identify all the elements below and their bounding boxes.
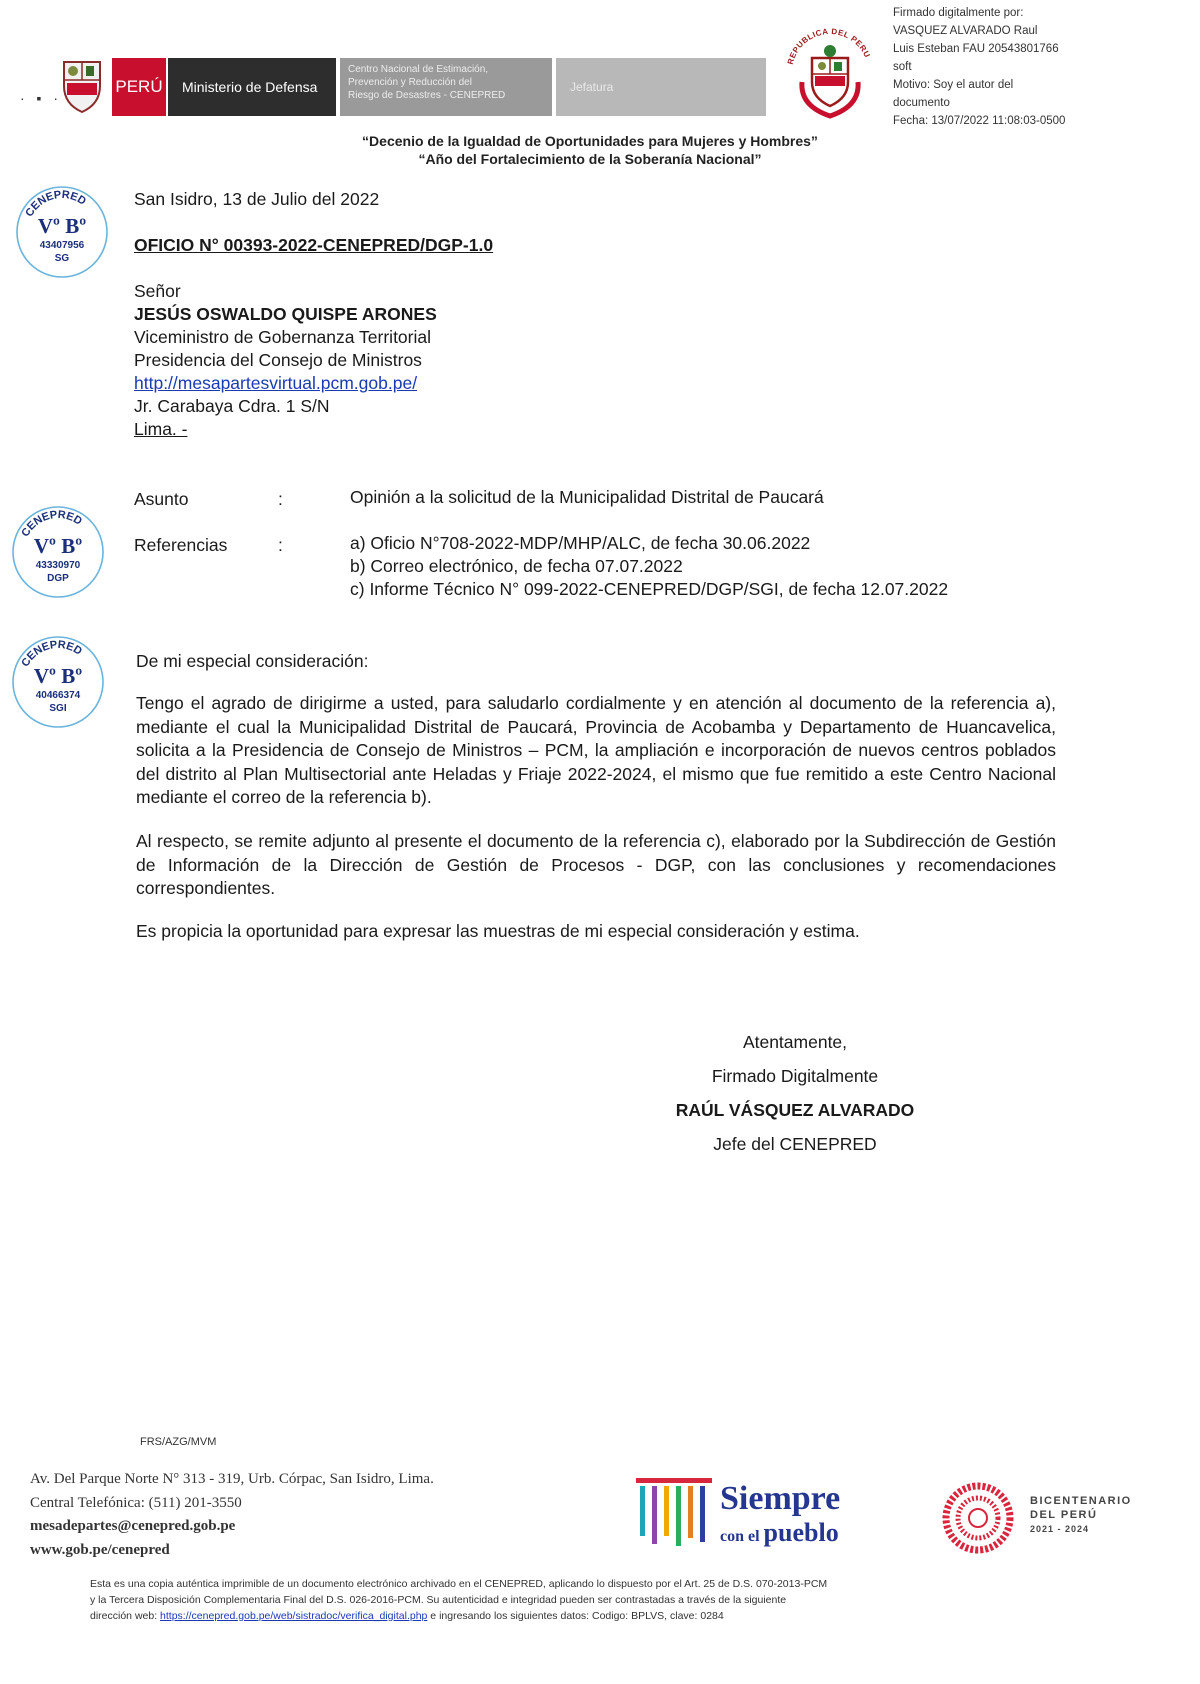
- recipient-url-link[interactable]: http://mesapartesvirtual.pcm.gob.pe/: [134, 373, 418, 393]
- initials: FRS/AZG/MVM: [140, 1436, 217, 1448]
- signature-line-3: Luis Esteban FAU 20543801766: [893, 43, 1059, 55]
- reference-a: a) Oficio N°708-2022-MDP/MHP/ALC, de fecha 30.06.2022: [350, 533, 811, 553]
- verification-link[interactable]: https://cenepred.gob.pe/web/sistradoc/verifica_digital.php: [160, 1610, 428, 1622]
- decenio-line: “Decenio de la Igualdad de Oportunidades para Mujeres y Hombres”: [362, 133, 818, 149]
- website-link[interactable]: www.gob.pe/cenepred: [30, 1541, 170, 1558]
- recipient-name: JESÚS OSWALDO QUISPE ARONES: [134, 304, 437, 324]
- stamp-ring-text: CENEPRED: [23, 188, 89, 220]
- signature-line-7: Fecha: 13/07/2022 11:08:03-0500: [893, 115, 1066, 127]
- signer-name: RAÚL VÁSQUEZ ALVARADO: [675, 1100, 915, 1120]
- signature-line-6: documento: [893, 97, 950, 109]
- stamp-vb: Vº Bº: [33, 664, 83, 688]
- paragraph-2: Al respecto, se remite adjunto al presente el documento de la referencia c), elaborado por la Subdirección de Gestión de Información de la Dirección de Gestión de Procesos - DGP, con las conclusiones y recomendaciones correspondientes.: [136, 831, 1056, 898]
- stamp-ring-text: CENEPRED: [19, 638, 85, 670]
- header-dots: · ▪ ·: [20, 90, 63, 106]
- signature-line-2: VASQUEZ ALVARADO Raul: [893, 25, 1038, 37]
- digital-signature-box: [893, 4, 1193, 130]
- stamp-unit: SGI: [49, 703, 67, 714]
- coat-of-arms-icon: [58, 56, 106, 114]
- closing: Atentamente,: [742, 1032, 848, 1052]
- recipient-title: Viceministro de Gobernanza Territorial: [134, 327, 431, 347]
- stamp-vb: Vº Bº: [33, 534, 83, 558]
- greeting: De mi especial consideración:: [136, 651, 369, 671]
- recipient-city: Lima. -: [134, 419, 188, 439]
- bicentenario-logo: [938, 1478, 1178, 1558]
- del-peru-word: DEL PERÚ: [1030, 1509, 1098, 1521]
- asunto-label: Asunto: [134, 489, 189, 509]
- reference-b: b) Correo electrónico, de fecha 07.07.2022: [350, 556, 683, 576]
- bicentenario-years: 2021 - 2024: [1030, 1524, 1090, 1534]
- email-link[interactable]: mesadepartes@cenepred.gob.pe: [30, 1518, 236, 1534]
- bicentenario-text: [1030, 1494, 1132, 1536]
- vb-stamp-dgp: [10, 504, 106, 600]
- address: Av. Del Parque Norte N° 313 - 319, Urb. Córpac, San Isidro, Lima.: [30, 1471, 434, 1487]
- decenio-motto: [300, 132, 880, 168]
- signed-digitally: Firmado Digitalmente: [711, 1066, 879, 1086]
- oficio-number: OFICIO N° 00393-2022-CENEPRED/DGP-1.0: [134, 235, 494, 255]
- recipient-org: Presidencia del Consejo de Ministros: [134, 350, 422, 370]
- pueblo-text: pueblo: [763, 1518, 839, 1547]
- stamp-unit: DGP: [47, 573, 69, 584]
- stamp-ring-text: CENEPRED: [19, 508, 85, 540]
- disclaimer-line-2: y la Tercera Disposición Complementaria Final del D.S. 026-2016-PCM. Su autenticidad e integridad pueden ser contrastadas a través de la siguiente: [90, 1594, 787, 1606]
- seal-ring-text: REPUBLICA DEL PERU: [785, 26, 872, 66]
- signature-line-5: Motivo: Soy el autor del: [893, 79, 1014, 91]
- sun-emblem-icon: [938, 1478, 1022, 1558]
- jefatura-brand: Jefatura: [556, 58, 766, 116]
- stamp-vb: Vº Bº: [37, 214, 87, 238]
- con-el-pueblo-text: [720, 1518, 839, 1548]
- stamp-dni: 43407956: [39, 240, 85, 251]
- stamp-unit: SG: [54, 253, 70, 264]
- cenepred-line-1: Centro Nacional de Estimación,: [348, 64, 489, 75]
- place-date: San Isidro, 13 de Julio del 2022: [134, 189, 380, 209]
- referencias-label: Referencias: [134, 535, 228, 555]
- paragraph-3: Es propicia la oportunidad para expresar las muestras de mi especial consideración y estima.: [136, 921, 860, 941]
- signer-title: Jefe del CENEPRED: [713, 1134, 877, 1154]
- siempre-text: Siempre: [720, 1480, 841, 1517]
- referencias-colon: :: [278, 535, 283, 555]
- vb-stamp-sg: [14, 184, 110, 280]
- recipient-address: Jr. Carabaya Cdra. 1 S/N: [134, 396, 330, 416]
- peru-brand: PERÚ: [112, 58, 166, 116]
- reference-c: c) Informe Técnico N° 099-2022-CENEPRED/DGP/SGI, de fecha 12.07.2022: [350, 579, 949, 599]
- peru-seal-icon: [782, 24, 878, 122]
- stamp-dni: 43330970: [35, 560, 81, 571]
- bicentenario-word: BICENTENARIO: [1030, 1495, 1132, 1507]
- vb-stamp-sgi: [10, 634, 106, 730]
- disclaimer-prefix: dirección web:: [90, 1610, 161, 1622]
- disclaimer-suffix: e ingresando los siguientes datos: Codigo: BPLVS, clave: 0284: [427, 1610, 724, 1622]
- cenepred-line-2: Prevención y Reducción del: [348, 77, 472, 88]
- authenticity-disclaimer: [90, 1576, 1090, 1624]
- cenepred-brand: [340, 58, 552, 116]
- columns-icon: [634, 1472, 718, 1552]
- paragraph-1: Tengo el agrado de dirigirme a usted, para saludarlo cordialmente y en atención al documento de la referencia a), mediante el cual la Municipalidad Distrital de Paucará, Provincia de Acobamba y Departamento de Huancavelica, solicita a la Presidencia de Consejo de Ministros – PCM, la ampliación e incorporación de nuevos centros poblados del distrito al Plan Multisectorial ante Heladas y Friaje 2022-2024, el mismo que fue remitido a este Centro Nacional mediante el correo de la referencia b).: [136, 693, 1056, 807]
- contact-block: [30, 1468, 590, 1562]
- salutation: Señor: [134, 281, 181, 301]
- ministerio-brand: Ministerio de Defensa: [168, 58, 336, 116]
- cenepred-line-3: Riesgo de Desastres - CENEPRED: [348, 90, 506, 101]
- disclaimer-line-1: Esta es una copia auténtica imprimible de un documento electrónico archivado en el CENEPRED, aplicando lo dispuesto por el Art. 25 de D.S. 070-2013-PCM: [90, 1578, 828, 1590]
- siempre-con-el-pueblo-logo: [634, 1472, 864, 1552]
- con-el-text: con el: [720, 1528, 760, 1545]
- asunto-value: Opinión a la solicitud de la Municipalidad Distrital de Paucará: [350, 487, 824, 507]
- disclaimer-line-3: [90, 1608, 1090, 1624]
- signature-line-1: Firmado digitalmente por:: [893, 7, 1024, 19]
- asunto-colon: :: [278, 489, 283, 509]
- phone: Central Telefónica: (511) 201-3550: [30, 1494, 242, 1511]
- anio-line: “Año del Fortalecimiento de la Soberanía Nacional”: [418, 151, 762, 167]
- stamp-dni: 40466374: [35, 690, 81, 701]
- signature-line-4: soft: [893, 61, 912, 73]
